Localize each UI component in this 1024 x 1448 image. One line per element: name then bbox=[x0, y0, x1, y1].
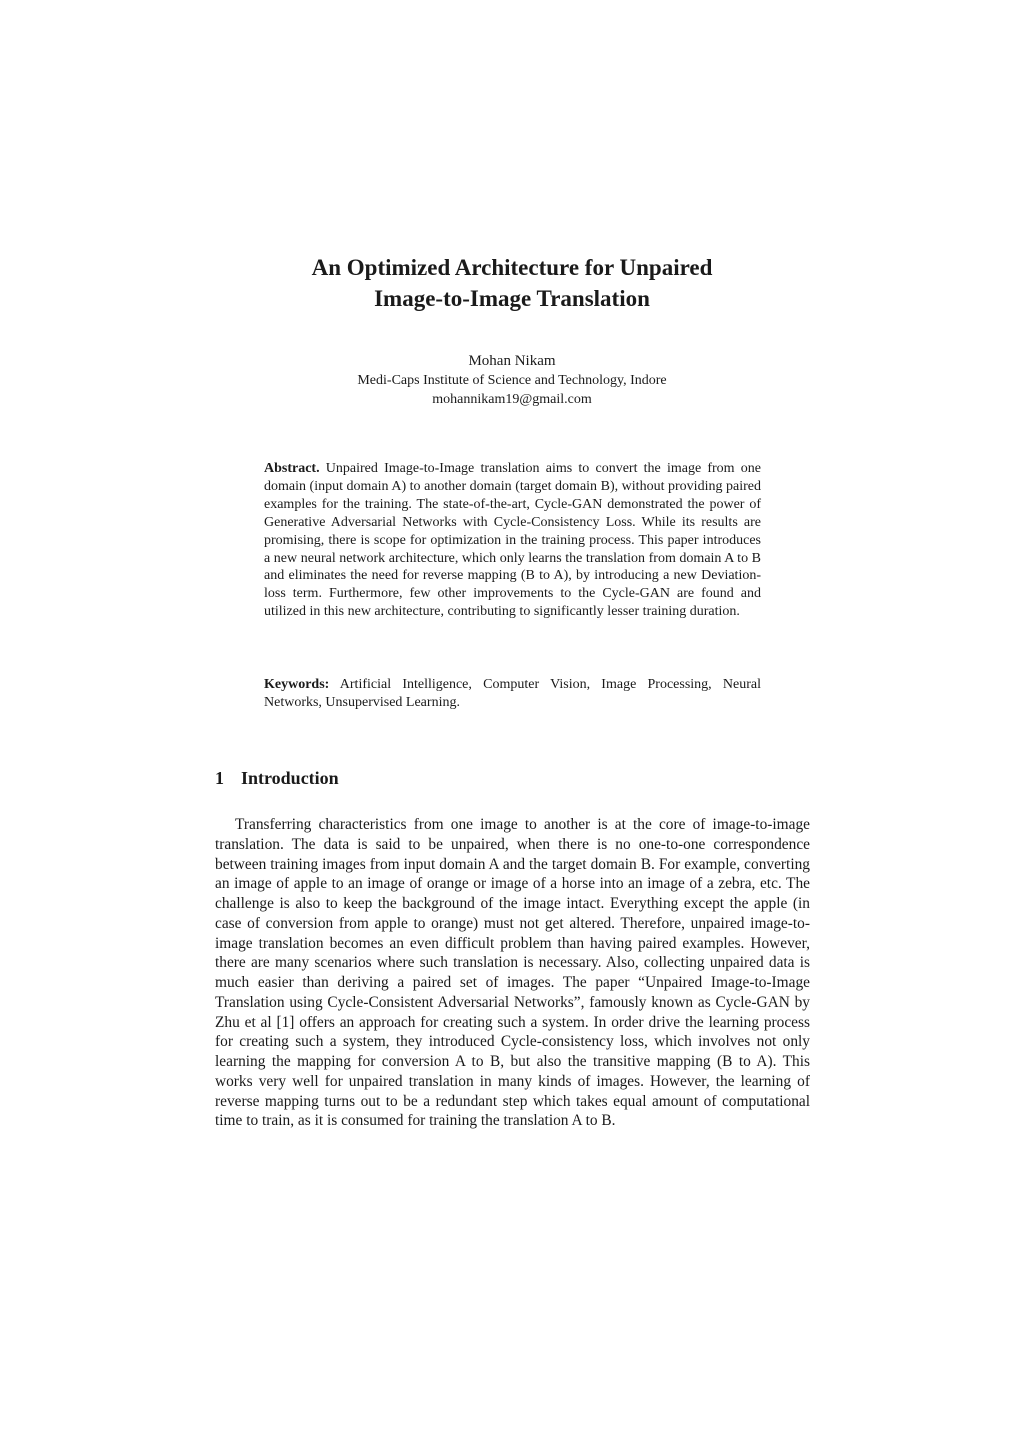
keywords-text: Artificial Intelligence, Computer Vision, Image Processing, Neural Networks, Unsupervised Learning. bbox=[264, 677, 761, 710]
section-number: 1 bbox=[215, 768, 224, 788]
author-affiliation: Medi-Caps Institute of Science and Technology, Indore bbox=[357, 373, 667, 388]
title-line-1: An Optimized Architecture for Unpaired bbox=[311, 255, 713, 280]
author-name: Mohan Nikam bbox=[468, 353, 556, 369]
section-title: Introduction bbox=[241, 768, 339, 788]
abstract bbox=[264, 460, 761, 621]
section-heading-introduction bbox=[215, 768, 339, 789]
paper-title bbox=[0, 252, 1024, 314]
introduction-paragraph: Transferring characteristics from one image to another is at the core of image-to-image translation. The data is said to be unpaired, when there is no one-to-one correspondence between training images from input domain A and the target domain B. For example, converting an image of apple to an image of orange or image of a horse into an image of a zebra, etc. The challenge is also to keep the background of the image intact. Everything except the apple (in case of conversion from apple to orange) must not get altered. Therefore, unpaired image-to-image translation becomes an even difficult problem than having paired examples. However, there are many scenarios where such translation is necessary. Also, collecting unpaired data is much easier than deriving a paired set of images. The paper “Unpaired Image-to-Image Translation using Cycle-Consistent Adversarial Networks”, famously known as Cycle-GAN by Zhu et al [1] offers an approach for creating such a system. In order drive the learning process for creating such a system, they introduced Cycle-consistency loss, which involves not only learning the mapping for conversion A to B, but also the transitive mapping (B to A). This works very well for unpaired translation in many kinds of images. However, the learning of reverse mapping turns out to be a redundant step which takes equal amount of computational time to train, as it is consumed for training the translation A to B. bbox=[215, 816, 810, 1130]
abstract-text: Unpaired Image-to-Image translation aims to convert the image from one domain (input domain A) to another domain (target domain B), without providing paired examples for the training. The state-of-the-art, Cycle-GAN demonstrated the power of Generative Adversarial Networks with Cycle-Consistency Loss. While its results are promising, there is scope for optimization in the training process. This paper introduces a new neural network architecture, which only learns the translation from domain A to B and eliminates the need for reverse mapping (B to A), by introducing a new Deviation-loss term. Furthermore, few other improvements to the Cycle-GAN are found and utilized in this new architecture, contributing to significantly lesser training duration. bbox=[264, 461, 761, 620]
author-block bbox=[0, 352, 1024, 409]
author-email: mohannikam19@gmail.com bbox=[432, 392, 592, 407]
keywords bbox=[264, 676, 761, 712]
title-line-2: Image-to-Image Translation bbox=[374, 286, 650, 311]
abstract-label: Abstract. bbox=[264, 461, 320, 476]
keywords-label: Keywords: bbox=[264, 677, 330, 692]
